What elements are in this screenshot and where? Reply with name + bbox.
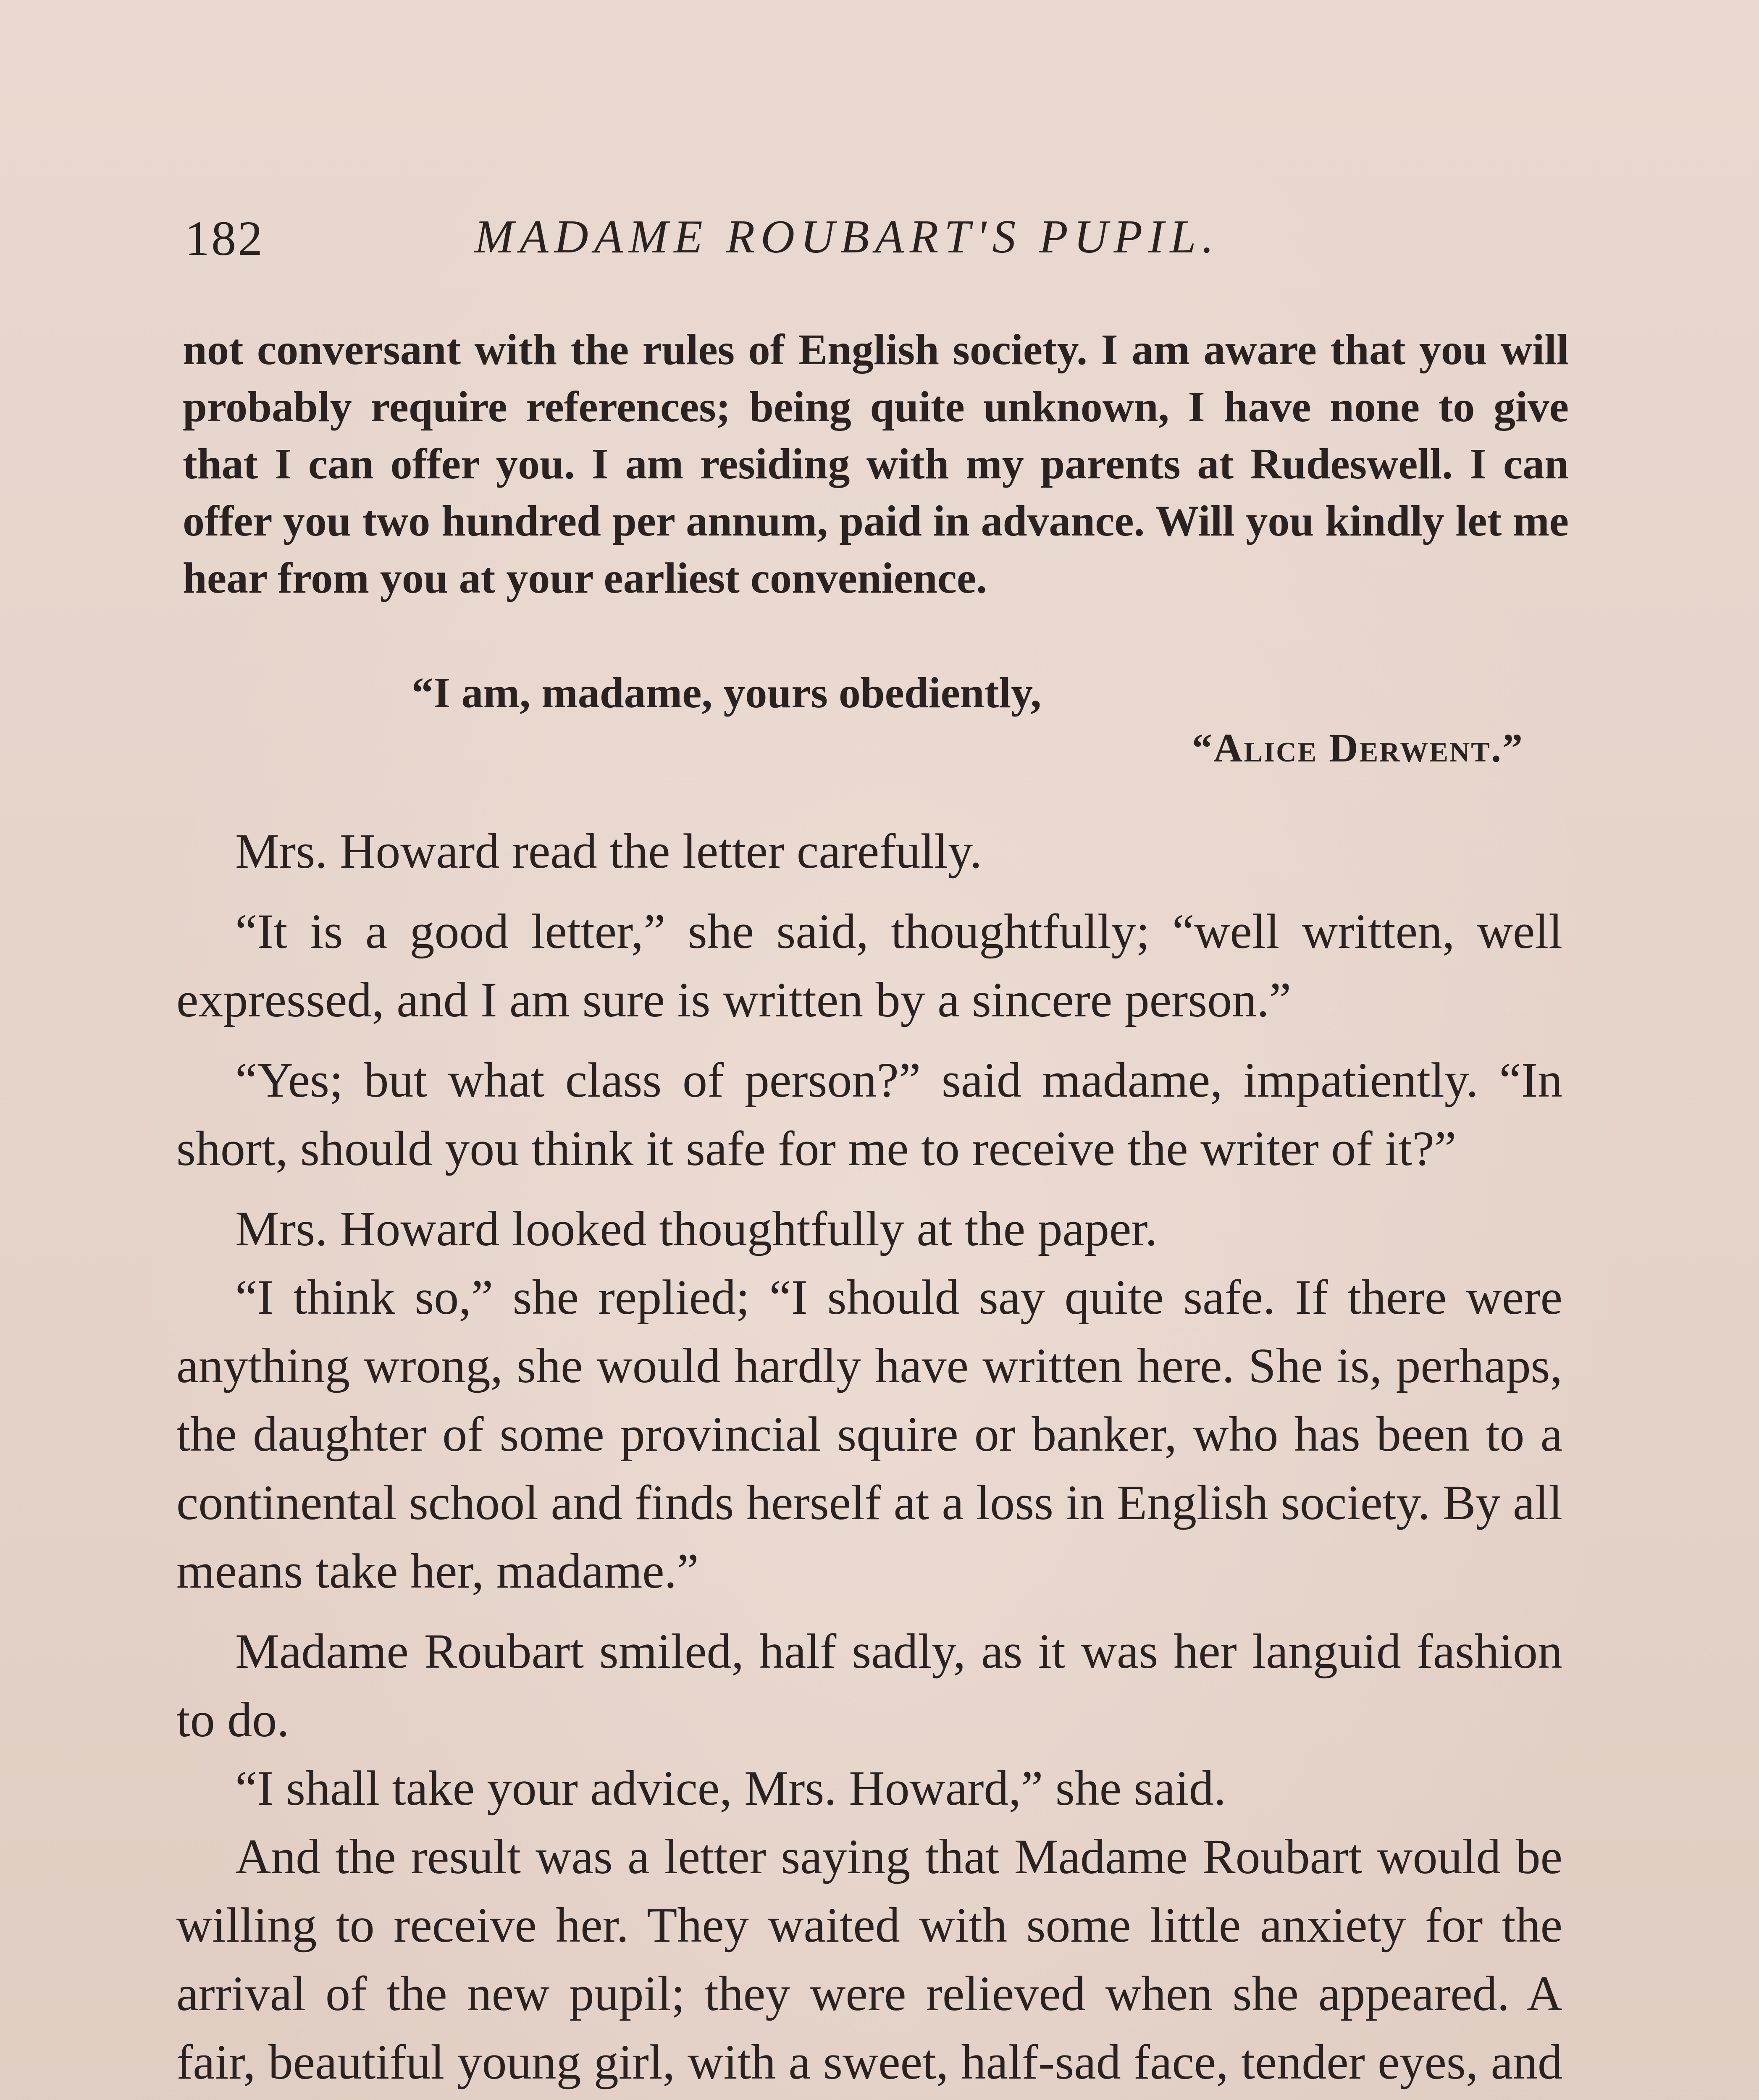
body-text [176,817,1562,2100]
paragraph: Madame Roubart smiled, half sadly, as it was her languid fashion to do. [176,1624,1562,1747]
paragraph: And the result was a letter saying that Madame Roubart would be willing to receive her. They waited with some little anxiety for the arrival of the new pupil; they were relieved when she appeared. A fair, beautiful young girl, with a sweet, half-sad face, tender eyes, and [176,1829,1562,2090]
paragraph: Mrs. Howard looked thoughtfully at the paper. [235,1201,1158,1256]
paragraph: “It is a good letter,” she said, thoughtfully; “well written, well expressed, and I am sure is written by a sincere person.” [176,904,1562,1027]
paragraph: Mrs. Howard read the letter carefully. [235,824,982,879]
paragraph: “Yes; but what class of person?” said madame, impatiently. “In short, should you think it safe for me to receive the writer of it?” [176,1053,1562,1176]
letter-closing: “I am, madame, yours obediently, [412,669,1042,717]
page-header [185,210,1571,277]
paragraph: “I shall take your advice, Mrs. Howard,” she said. [235,1761,1226,1816]
running-head: MADAME ROUBART'S PUPIL. [475,211,1220,263]
paragraph: “I think so,” she replied; “I should say quite safe. If there were anything wrong, she would hardly have written here. She is, perhaps, the daughter of some provincial squire or banker, who has been to a continental school and finds herself at a loss in English society. By all means take her, madame.” [176,1270,1562,1599]
letter-excerpt [183,321,1569,607]
page-number: 182 [185,211,264,266]
letter-text: not conversant with the rules of English society. I am aware that you will probably require references; being quite unknown, I have none to give that I can offer you. I am residing with my parents at Rudeswell. I can offer you two hundred per annum, paid in advance. Will you kindly let me hear from you at your earliest convenience. [183,326,1569,602]
letter-signature: “Alice Derwent.” [1192,725,1524,770]
